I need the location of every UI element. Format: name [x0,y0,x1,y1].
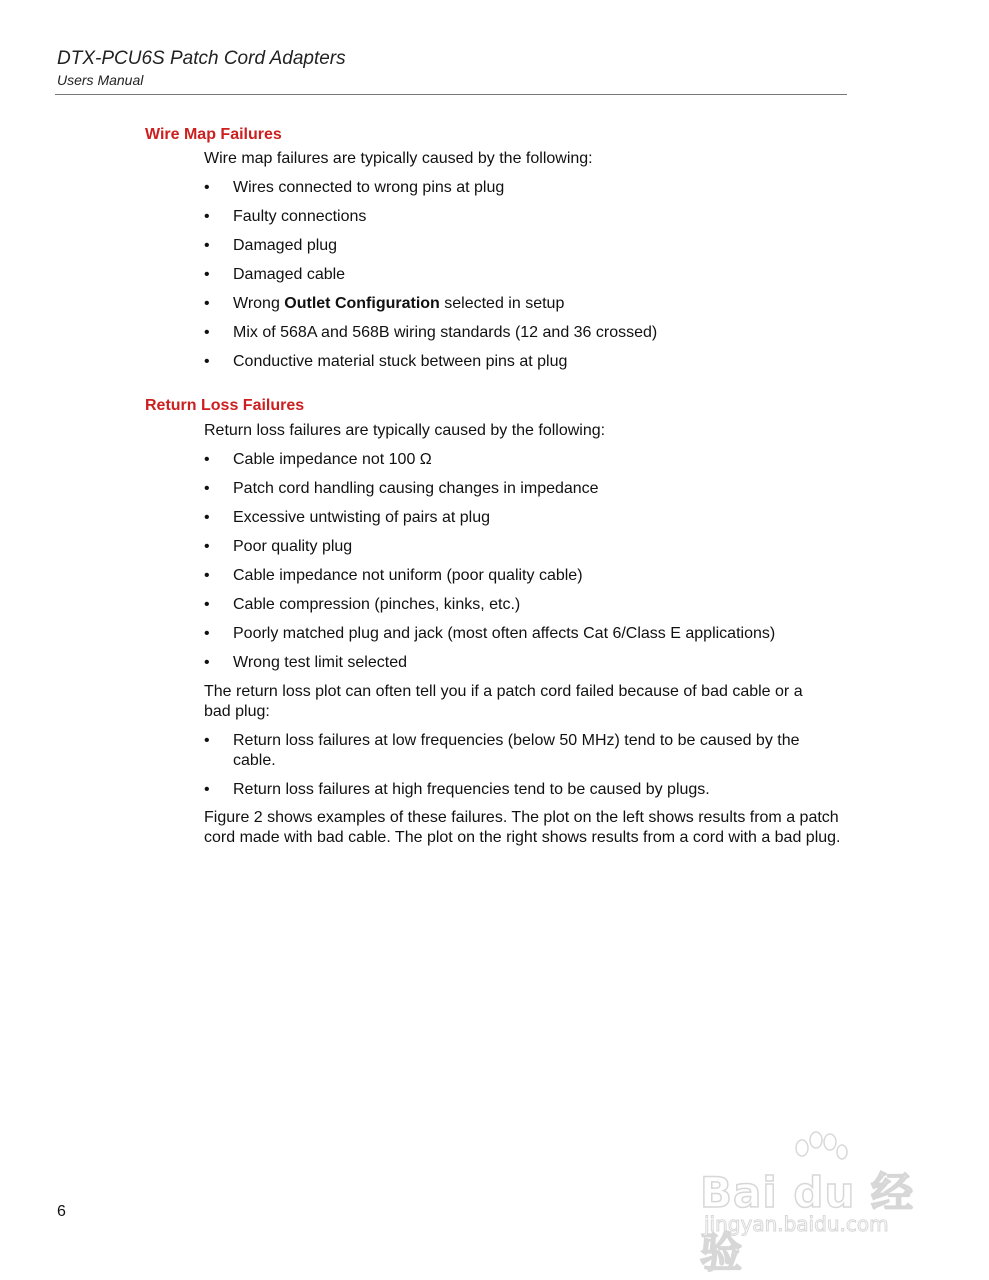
list-item-text: Poor quality plug [233,538,353,555]
page-number: 6 [57,1203,66,1220]
list-item-text: Conductive material stuck between pins at plug [233,353,568,370]
list-item-text: Wrong test limit selected [233,654,407,671]
bullet-icon: • [204,266,210,283]
list-item-text: Poorly matched plug and jack (most often affects Cat 6/Class E applications) [233,625,776,642]
list-item-text: Cable impedance not 100 Ω [233,451,432,468]
bullet-icon: • [204,237,210,254]
bullet-icon: • [204,625,210,642]
bullet-icon: • [204,654,210,671]
list-item-text: Excessive untwisting of pairs at plug [233,509,491,526]
header-divider [55,94,847,95]
return-loss-heading: Return Loss Failures [145,397,305,414]
list-item-text [233,294,838,314]
bullet-icon: • [204,480,210,497]
list-item-text: Faulty connections [233,208,367,225]
watermark-text: Bai du 经验 [700,1168,914,1277]
bullet-icon: • [204,295,210,312]
bullet-icon: • [204,596,210,613]
plot-paragraph: The return loss plot can often tell you if a patch cord failed because of bad cable or a bad plug: [204,683,803,720]
list-item-suffix: selected in setup [439,295,565,312]
page-header [57,47,847,89]
list-item-text: Damaged plug [233,237,338,254]
bullet-icon: • [204,451,210,468]
bullet-icon: • [204,208,210,225]
list-item-text: Return loss failures at low frequencies (below 50 MHz) tend to be caused by the cable. [233,732,800,769]
watermark-url: jingyan.baidu.com [704,1212,889,1236]
bullet-icon: • [204,509,210,526]
bullet-icon: • [204,567,210,584]
list-item-text: Cable compression (pinches, kinks, etc.) [233,596,521,613]
bullet-icon: • [204,353,210,370]
wire-map-heading: Wire Map Failures [145,126,282,143]
list-item-text: Wires connected to wrong pins at plug [233,179,505,196]
list-item-text: Damaged cable [233,266,346,283]
list-item-text: Return loss failures at high frequencies tend to be caused by plugs. [233,781,710,798]
bullet-icon: • [204,732,210,749]
bullet-icon: • [204,781,210,798]
list-item-prefix: Wrong [233,295,285,312]
document-title: DTX-PCU6S Patch Cord Adapters [57,48,346,69]
wire-map-intro: Wire map failures are typically caused by the following: [204,150,593,167]
list-item-text: Cable impedance not uniform (poor quality cable) [233,567,583,584]
outlet-configuration-term: Outlet Configuration [284,295,440,312]
document-subtitle: Users Manual [57,72,144,88]
return-loss-intro: Return loss failures are typically caused by the following: [204,422,606,439]
bullet-icon: • [204,179,210,196]
watermark [700,1130,940,1277]
figure-paragraph: Figure 2 shows examples of these failures. The plot on the left shows results from a patch cord made with bad cable. The plot on the right shows results from a cord with a bad plug. [204,809,841,846]
bullet-icon: • [204,538,210,555]
list-item-text: Mix of 568A and 568B wiring standards (12 and 36 crossed) [233,324,658,341]
list-item-text: Patch cord handling causing changes in impedance [233,480,599,497]
bullet-icon: • [204,324,210,341]
